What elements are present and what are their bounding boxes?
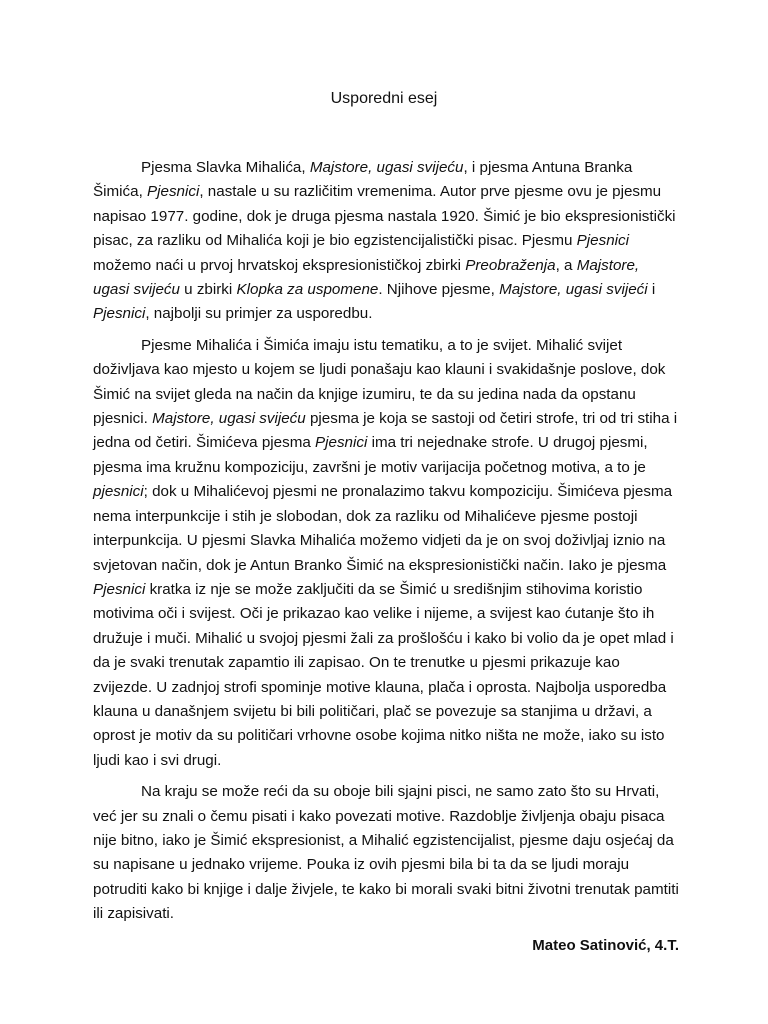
essay-body xyxy=(93,156,679,958)
paragraph-1 xyxy=(93,156,679,327)
italic-title-reference: Preobraženja xyxy=(465,256,556,274)
text-run: , i pjesma Antuna Branka Šimića, xyxy=(93,159,633,201)
italic-title-reference: Majstore, ugasi svijeću xyxy=(93,256,640,299)
text-run: kratka iz nje se može zaključiti da se Šimić u središnjim stihovima koristio motivima oči i svijest. Oči je prikazao kao velike i nijeme, a svijest kao ćutanje što ih družuje i muči. Mihalić u svojoj pjesmi žali za prošlošću i kako bi volio da je opet mlad i da je svaki trenutak zapamtio ili zapisao. On te trenutke u pjesmi prikazuje kao zvijezde. U zadnjoj strofi spominje motive klauna, plača i oprosta. Najbolja usporedba klauna u današnjem svijetu bi bili političari, plač se povezuje sa stanjima u državi, a oprost je motiv da su političari vrhovne osobe kojima nitko ništa ne može, iako su isto ljudi kao i svi drugi. xyxy=(93,580,674,769)
paragraph-2 xyxy=(93,334,679,773)
paragraph-3 xyxy=(93,780,679,926)
text-run: pjesma je koja se sastoji od četiri strofe, tri od tri stiha i jedna od četiri. Šimićeva pjesma xyxy=(93,410,678,452)
italic-title-reference: Pjesnici xyxy=(147,183,200,201)
text-run: . Njihove pjesme, xyxy=(378,281,500,299)
text-run: Pjesme Mihalića i Šimića imaju istu tematiku, a to je svijet. Mihalić svijet doživljava kao mjesto u kojem se ljudi ponašaju kao klauni i svakidašnje poslove, dok Šimić na svijet gleda na način da knjige izumiru, te da su jedina nada da opstanu pjesnici. xyxy=(93,336,666,428)
italic-title-reference: Klopka za uspomene xyxy=(236,281,379,299)
italic-title-reference: Majstore, ugasi svijeću xyxy=(152,410,306,428)
italic-title-reference: Pjesnici xyxy=(93,305,146,323)
text-run: Na kraju se može reći da su oboje bili sjajni pisci, ne samo zato što su Hrvati, već jer su znali o čemu pisati i kako povezati motive. Razdoblje življenja obaju pisaca nije bitno, iako je Šimić ekspresionist, a Mihalić egzistencijalist, pjesme daju osjećaj da su napisane u jednako vrijeme. Pouka iz ovih pjesmi bila bi ta da se ljudi moraju potruditi kako bi knjige i dalje živjele, te kako bi morali svaki bitni životni trenutak pamtiti ili zapisivati. xyxy=(93,783,679,923)
text-run: u zbirki xyxy=(179,281,237,299)
text-run: Pjesma Slavka Mihalića, xyxy=(141,159,310,176)
author-signature: Mateo Satinović, 4.T. xyxy=(532,936,679,954)
italic-title-reference: Majstore, ugasi svijeću xyxy=(309,159,464,176)
page-title: Usporedni esej xyxy=(330,90,438,107)
text-run: , najbolji su primjer za usporedbu. xyxy=(145,305,373,323)
text-run: , nastale u su različitim vremenima. Autor prve pjesme ovu je pjesmu napisao 1977. godine, dok je druga pjesma nastala 1920. Šimić je bio ekspresionistički pisac, za razliku od Mihalića koji je bio egzistencijalistički pisac. Pjesmu xyxy=(93,183,676,250)
italic-title-reference: Pjesnici xyxy=(315,434,368,452)
text-run: i xyxy=(647,281,656,299)
text-run: ; dok u Mihalićevoj pjesmi ne pronalazimo takvu kompoziciju. Šimićeva pjesma nema interpunkcije i stih je slobodan, dok za razliku od Mihalićeve pjesme postoji interpunkcija. U pjesmi Slavka Mihalića možemo vidjeti da je on svoj doživljaj iznio na svjetovan način, dok je Antun Branko Šimić na ekspresionistički način. Iako je pjesma xyxy=(93,483,673,574)
text-run: ima tri nejednake strofe. U drugoj pjesmi, pjesma ima kružnu kompoziciju, završni je motiv varijacija početnog motiva, a to je xyxy=(93,434,648,476)
italic-title-reference: Pjesnici xyxy=(576,232,630,250)
italic-title-reference: Pjesnici xyxy=(93,580,146,598)
italic-title-reference: pjesnici xyxy=(93,483,144,501)
text-run: možemo naći u prvoj hrvatskoj ekspresionističkoj zbirki xyxy=(93,256,466,274)
italic-title-reference: Majstore, ugasi svijeći xyxy=(499,281,648,299)
text-run: , a xyxy=(555,256,577,274)
